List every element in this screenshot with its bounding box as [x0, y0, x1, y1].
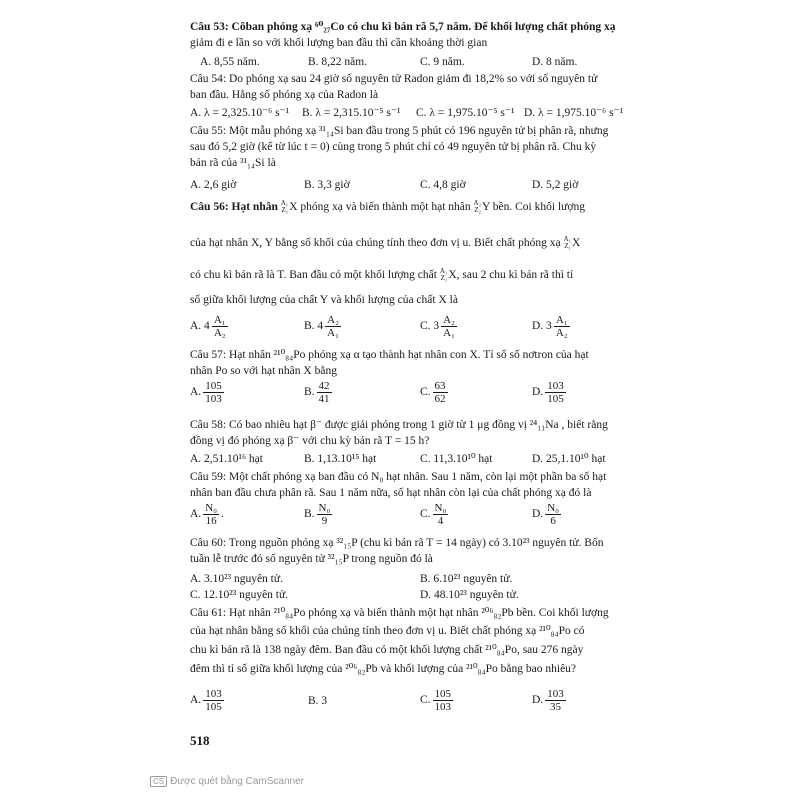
q54-option-d: D. λ = 1,975.10⁻⁶ s⁻¹: [524, 107, 624, 119]
q55-line3: bán rã của ³¹₁₄Si là: [190, 157, 276, 169]
scanner-footer: [150, 776, 304, 787]
q55-option-b: B. 3,3 giờ: [304, 179, 350, 191]
q58-line2: đồng vị đó phóng xạ β⁻ với chu kỳ bán rã T = 15 h?: [190, 435, 430, 447]
q57-line1: Câu 57: Hạt nhân ²¹⁰₈₄Po phóng xạ α tạo thành hạt nhân con X. Tỉ số số nơtron của hạt: [190, 349, 589, 361]
q56-line4: số giữa khối lượng của chất Y và khối lượng của chất X là: [190, 294, 458, 306]
q61-option-c: C. $\frac{105}{103}$: [420, 688, 452, 713]
q53-option-c: C. 9 năm.: [420, 56, 465, 68]
q56-line2: của hạt nhân X, Y bằng số khối của chúng tính theo đơn vị u. Biết chất phóng xạ A₁ Z₁ X: [190, 235, 581, 251]
q61-line1: Câu 61: Hạt nhân ²¹⁰₈₄Po phóng xạ và biến thành một hạt nhân ²⁰⁶₈₂Pb bền. Coi khối lượng: [190, 607, 609, 619]
q57-option-d: D. $\frac{103}{105}$: [532, 380, 564, 405]
q59-line2: nhân ban đầu chưa phân rã. Sau 1 năm nữa, số hạt nhân còn lại của chất phóng xạ đó là: [190, 487, 592, 499]
q54-line1: Câu 54: Do phóng xạ sau 24 giờ số nguyên tử Radon giảm đi 18,2% so với số nguyên tử: [190, 73, 598, 85]
q53-option-a: A. 8,55 năm.: [200, 56, 260, 68]
q59-option-a: A. $\frac{\text{N₀}}{16}$ .: [190, 502, 224, 527]
q58-line1: Câu 58: Có bao nhiêu hạt β⁻ được giải phóng trong 1 giờ từ 1 μg đồng vị ²⁴₁₁Na , biết rằng: [190, 419, 608, 431]
q53-line1: Câu 53: Côban phóng xạ ⁶⁰₂₇Co có chu kì bán rã 5,7 năm. Để khối lượng chất phóng xạ: [190, 21, 616, 33]
q56-option-d: D. 3 $\frac{\text{A₁}}{\text{A₂}}$: [532, 314, 568, 339]
q55-line1: Câu 55: Một mẫu phóng xạ ³¹₁₄Si ban đầu trong 5 phút có 196 nguyên tử bị phân rã, nhưng: [190, 125, 609, 137]
q59-option-b: B. $\frac{\text{N₀}}{9}$: [304, 502, 331, 527]
q57-line2: nhân Po so với hạt nhân X bằng: [190, 365, 337, 377]
q53-option-d: D. 8 năm.: [532, 56, 578, 68]
q54-option-a: A. λ = 2,325.10⁻⁶ s⁻¹: [190, 107, 290, 119]
q56-option-c: C. 3 $\frac{\text{A₂}}{\text{A₁}}$: [420, 314, 455, 339]
q53-option-b: B. 8,22 năm.: [308, 56, 368, 68]
q57-option-b: B. $\frac{42}{41}$: [304, 380, 330, 405]
q60-option-a: A. 3.10²³ nguyên tử.: [190, 573, 283, 585]
q56-line3: có chu kì bán rã là T. Ban đầu có một khối lượng chất A₁ Z₁ X, sau 2 chu kì bán rã thì tỉ: [190, 267, 574, 283]
q61-line2: của hạt nhân bằng số khối của chúng tính theo đơn vị u. Biết chất phóng xạ ²¹⁰₈₄Po có: [190, 625, 585, 637]
q59-option-c: C. $\frac{\text{N₀}}{4}$: [420, 502, 447, 527]
q57-option-a: A. $\frac{105}{103}$: [190, 380, 222, 405]
q59-line1: Câu 59: Một chất phóng xạ ban đầu có N₀ hạt nhân. Sau 1 năm, còn lại một phần ba số hạt: [190, 471, 607, 483]
q55-option-a: A. 2,6 giờ: [190, 179, 237, 191]
q58-option-c: C. 11,3.10¹⁰ hạt: [420, 453, 493, 465]
q60-line2: tuần lễ trước đó số nguyên tử ³²₁₅P trong nguồn đó là: [190, 553, 433, 565]
q54-line2: ban đầu. Hằng số phóng xạ của Radon là: [190, 89, 379, 101]
q61-option-b: B. 3: [308, 695, 328, 707]
q60-option-d: D. 48.10²³ nguyên tử.: [420, 589, 519, 601]
q58-option-d: D. 25,1.10¹⁰ hạt: [532, 453, 606, 465]
q57-option-c: C. $\frac{63}{62}$: [420, 380, 446, 405]
q56-option-b: B. 4 $\frac{\text{A₂}}{\text{A₁}}$: [304, 314, 339, 339]
q56-x-nuclide: A₁ Z₁: [280, 199, 289, 215]
q56-y-nuclide: A₂ Z₂: [473, 199, 482, 215]
q61-option-d: D. $\frac{103}{35}$: [532, 688, 564, 713]
q55-line2: sau đó 5,2 giờ (kể từ lúc t = 0) cùng trong 5 phút chỉ có 49 nguyên tử bị phân rã. Chu kỳ: [190, 141, 597, 153]
q55-option-c: C. 4,8 giờ: [420, 179, 466, 191]
q58-option-b: B. 1,13.10¹⁵ hạt: [304, 453, 377, 465]
q61-line4: đêm thì tỉ số giữa khối lượng của ²⁰⁶₈₂Pb và khối lượng của ²¹⁰₈₄Po bằng bao nhiêu?: [190, 663, 577, 675]
q55-option-d: D. 5,2 giờ: [532, 179, 579, 191]
q59-option-d: D. $\frac{\text{N₀}}{6}$: [532, 502, 559, 527]
q60-line1: Câu 60: Trong nguồn phóng xạ ³²₁₅P (chu kì bán rã T = 14 ngày) có 3.10²³ nguyên tử. Bốn: [190, 537, 604, 549]
q53-line2: giảm đi e lần so với khối lượng ban đầu thì cần khoảng thời gian: [190, 37, 488, 49]
page-number: 518: [190, 733, 210, 748]
q56-line1: Câu 56: Hạt nhân A₁ Z₁ X phóng xạ và biến thành một hạt nhân A₂ Z₂ Y bền. Coi khối lượng: [190, 199, 585, 215]
q56-option-a: A. 4 $\frac{\text{A₁}}{\text{A₂}}$: [190, 314, 226, 339]
scanner-footer-text: Được quét bằng CamScanner: [170, 776, 305, 787]
q60-option-c: C. 12.10²³ nguyên tử.: [190, 589, 289, 601]
q60-option-b: B. 6.10²³ nguyên tử.: [420, 573, 513, 585]
camscanner-logo-icon: CS: [150, 776, 167, 787]
q54-option-b: B. λ = 2,315.10⁻⁵ s⁻¹: [302, 107, 401, 119]
q54-option-c: C. λ = 1,975.10⁻⁵ s⁻¹: [416, 107, 515, 119]
q58-option-a: A. 2,51.10¹⁶ hạt: [190, 453, 263, 465]
q61-line3: chu kì bán rã là 138 ngày đêm. Ban đầu có một khối lượng chất ²¹⁰₈₄Po, sau 276 ngày: [190, 644, 584, 656]
q61-option-a: A. $\frac{103}{105}$: [190, 688, 222, 713]
